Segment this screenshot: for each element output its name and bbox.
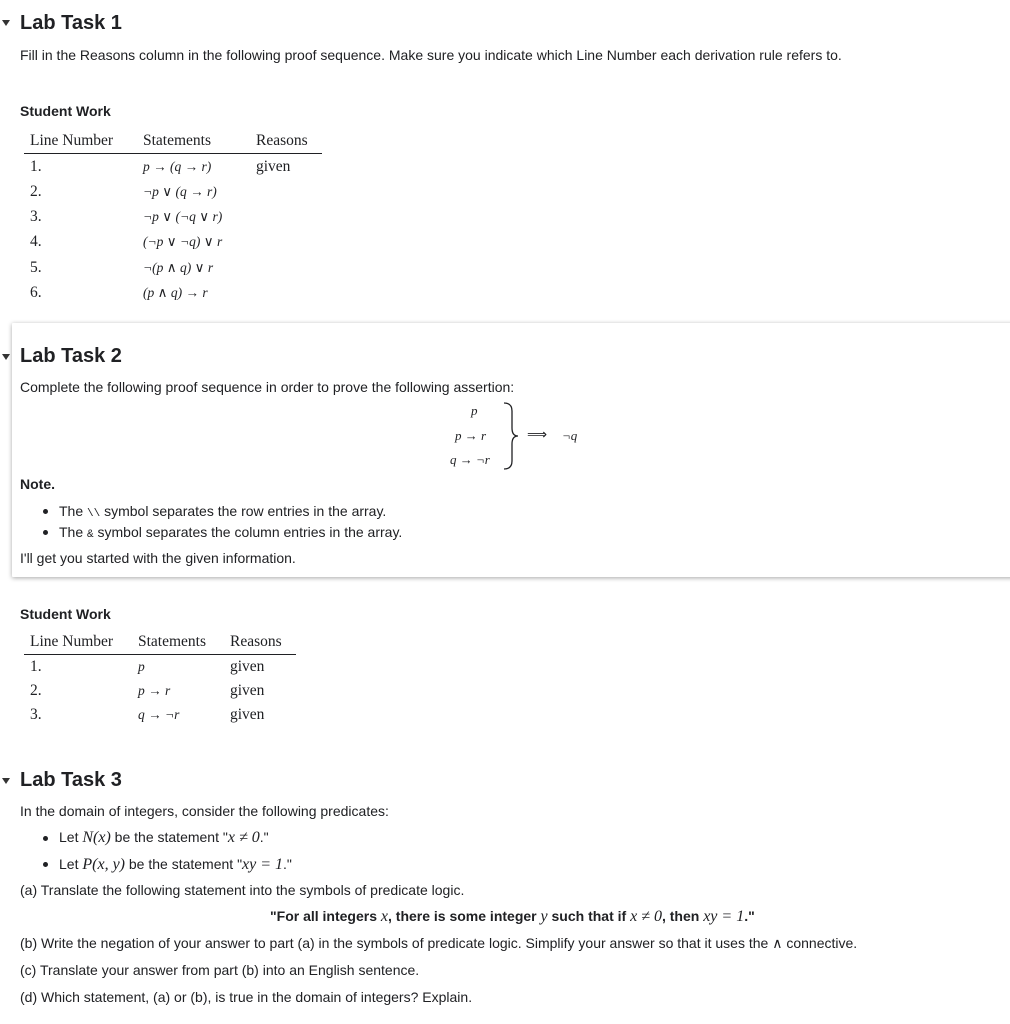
note-label: Note. <box>20 476 55 492</box>
statement: p → (q → r) <box>143 159 212 174</box>
predicate-p-definition: Let P(x, y) be the statement "xy = 1." <box>59 856 292 873</box>
col-header-line-number: Line Number <box>30 132 114 149</box>
statement: p <box>138 659 145 674</box>
line-number: 2. <box>30 183 42 200</box>
collapse-caret-icon[interactable] <box>2 354 10 360</box>
statement: (¬p ∨ ¬q) ∨ r <box>143 234 223 249</box>
task1-student-work-label: Student Work <box>20 103 111 119</box>
statement: ¬p ∨ (¬q ∨ r) <box>143 209 223 224</box>
table-header-rule <box>24 654 296 655</box>
col-header-reasons: Reasons <box>230 633 282 650</box>
statement: (p ∧ q) → r <box>143 285 208 300</box>
note-item: The \\ symbol separates the row entries in the array. <box>59 503 387 520</box>
bullet <box>43 509 48 514</box>
task3-intro: In the domain of integers, consider the following predicates: <box>20 803 389 819</box>
line-number: 5. <box>30 259 42 276</box>
predicate-n-definition: Let N(x) be the statement "x ≠ 0." <box>59 829 269 846</box>
bullet <box>43 862 48 867</box>
part-c: (c) Translate your answer from part (b) into an English sentence. <box>20 962 420 978</box>
line-number: 2. <box>30 682 42 699</box>
task2-title: Lab Task 2 <box>20 345 122 367</box>
reason: given <box>230 706 265 723</box>
right-brace-icon <box>500 401 522 471</box>
premise: q → ¬r <box>450 452 490 467</box>
reason: given <box>230 682 265 699</box>
conclusion: ¬q <box>562 428 578 443</box>
quoted-statement: "For all integers x, there is some integer y such that if x ≠ 0, then xy = 1." <box>270 908 755 925</box>
bullet <box>43 530 48 535</box>
col-header-statements: Statements <box>143 132 212 149</box>
statement: ¬(p ∧ q) ∨ r <box>143 260 214 275</box>
premise: p → r <box>455 428 487 443</box>
premise: p <box>471 403 478 418</box>
statement: ¬p ∨ (q → r) <box>143 184 217 199</box>
col-header-reasons: Reasons <box>256 132 308 149</box>
task1-title: Lab Task 1 <box>20 12 122 34</box>
part-d: (d) Which statement, (a) or (b), is true in the domain of integers? Explain. <box>20 989 473 1005</box>
table-header-rule <box>24 153 322 154</box>
statement: p → r <box>138 683 171 698</box>
implies-arrow: ⟹ <box>527 427 548 443</box>
line-number: 6. <box>30 284 42 301</box>
line-number: 4. <box>30 233 42 250</box>
task3-title: Lab Task 3 <box>20 769 122 791</box>
col-header-line-number: Line Number <box>30 633 114 650</box>
reason: given <box>256 158 291 175</box>
bullet <box>43 836 48 841</box>
line-number: 1. <box>30 158 42 175</box>
part-a: (a) Translate the following statement into the symbols of predicate logic. <box>20 882 465 898</box>
line-number: 3. <box>30 208 42 225</box>
line-number: 1. <box>30 658 42 675</box>
note-item: The & symbol separates the column entries in the array. <box>59 524 403 541</box>
reason: given <box>230 658 265 675</box>
line-number: 3. <box>30 706 42 723</box>
started-text: I'll get you started with the given information. <box>20 550 296 566</box>
col-header-statements: Statements <box>138 633 207 650</box>
statement: q → ¬r <box>138 707 180 722</box>
task2-student-work-label: Student Work <box>20 606 111 622</box>
part-b: (b) Write the negation of your answer to part (a) in the symbols of predicate logic. Simplify your answer so that it uses the ∧ connective. <box>20 935 858 951</box>
task2-instructions: Complete the following proof sequence in order to prove the following assertion: <box>20 379 515 395</box>
collapse-caret-icon[interactable] <box>2 778 10 784</box>
collapse-caret-icon[interactable] <box>2 20 10 26</box>
task1-instructions: Fill in the Reasons column in the following proof sequence. Make sure you indicate which Line Number each derivation rule refers to. <box>20 47 842 63</box>
